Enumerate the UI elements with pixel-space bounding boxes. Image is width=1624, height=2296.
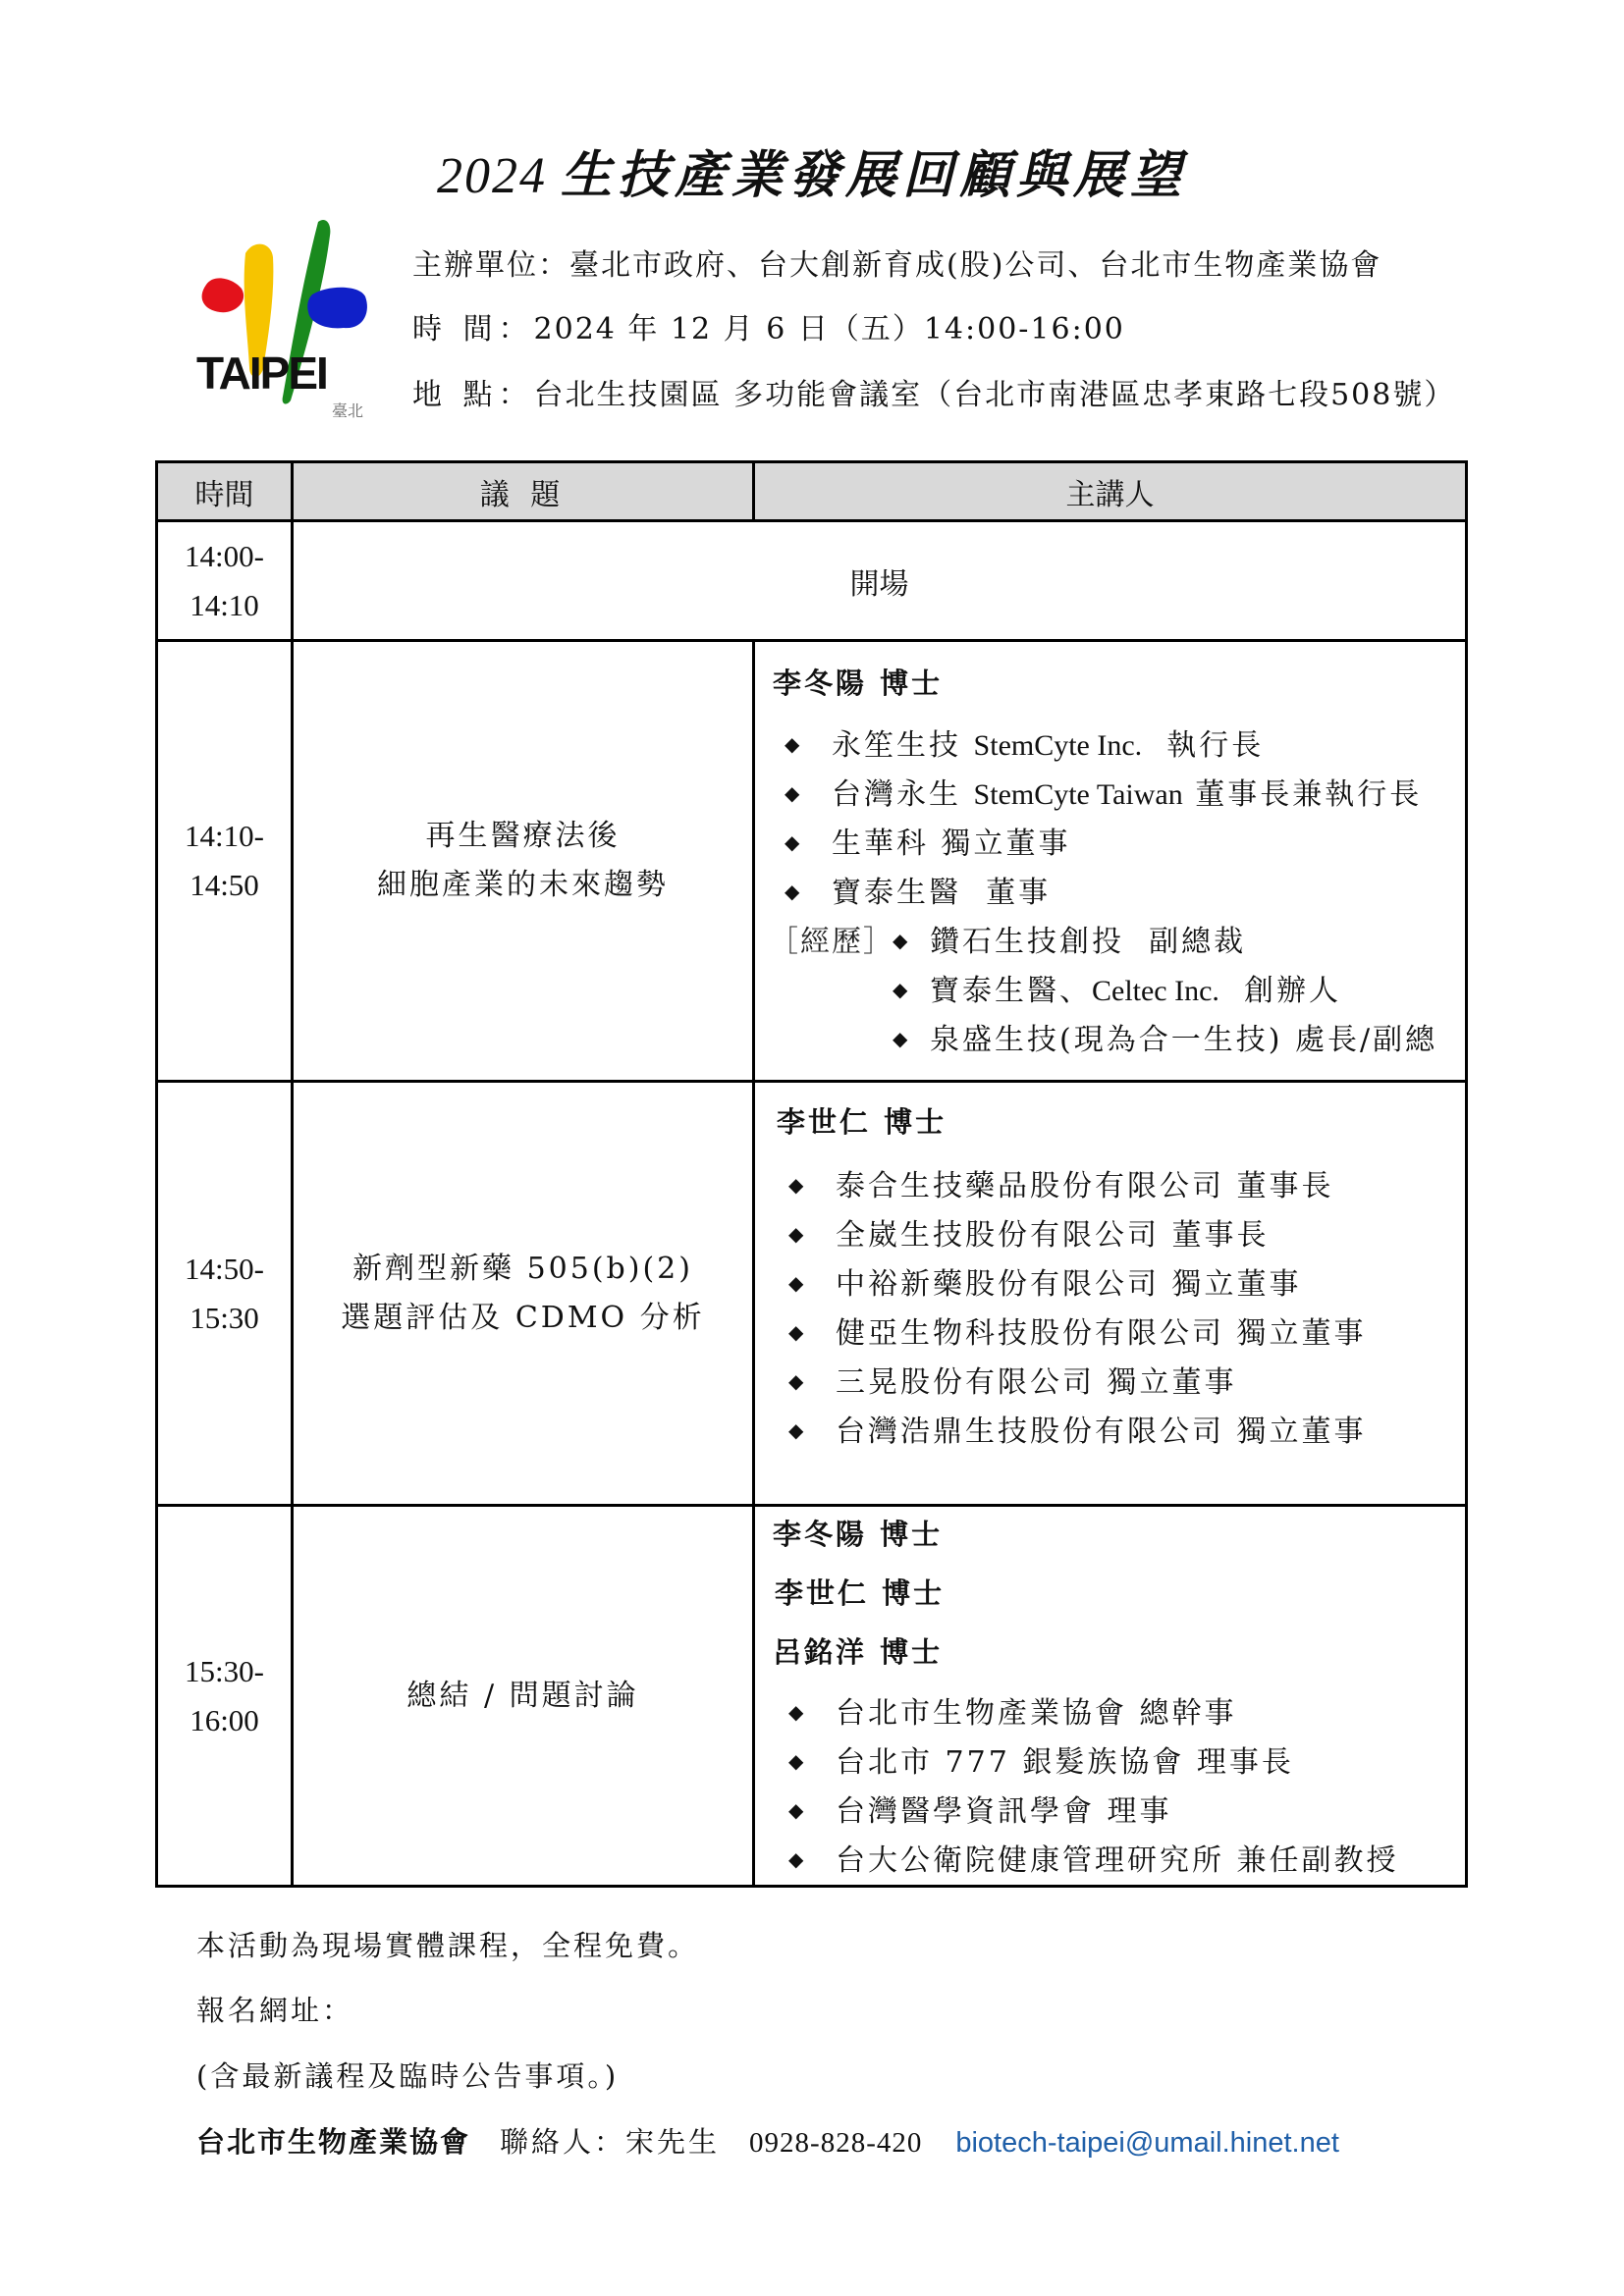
organization-name: 台北市生物產業協會 <box>196 2125 471 2159</box>
row1-time-end: 14:10 <box>189 587 259 622</box>
speaker-credential: ◆ 台大公衛院健康管理研究所 兼任副教授 <box>788 1843 1399 1878</box>
organizer-value: 臺北市政府、台大創新育成(股)公司、台北市生物產業協會 <box>569 248 1382 283</box>
diamond-bullet-icon: ◆ <box>893 978 911 1001</box>
row2-topic-line1: 再生醫療法後 <box>425 819 621 853</box>
row2-topic-line2: 細胞產業的未來趨勢 <box>377 868 669 902</box>
time-value: 2024 年 12 月 6 日（五）14:00-16:00 <box>533 312 1125 347</box>
registration-note: (含最新議程及臨時公告事項。) <box>196 2059 620 2093</box>
speaker-credential: ◆ 寶泰生醫 董事 <box>785 876 1052 910</box>
row3-time <box>158 1083 291 1504</box>
row2-topic <box>294 642 752 1080</box>
organizer-label: 主辦單位： <box>412 248 569 283</box>
table-border-right <box>1465 460 1468 1888</box>
row3-time-end: 15:30 <box>189 1300 259 1335</box>
svg-text:TAIPEI: TAIPEI <box>196 347 327 399</box>
speaker-credential: ◆ 永笙生技 StemCyte Inc. 執行長 <box>785 728 1265 763</box>
speaker-credential: ◆ 台灣永生 StemCyte Taiwan 董事長兼執行長 <box>785 777 1423 812</box>
speaker-name: 李冬陽 博士 <box>773 1518 944 1551</box>
speaker-name: 呂銘洋 博士 <box>773 1635 944 1669</box>
title-text: 生技產業發展回顧與展望 <box>560 145 1187 205</box>
diamond-bullet-icon: ◆ <box>788 1798 807 1822</box>
diamond-bullet-icon: ◆ <box>785 880 803 903</box>
diamond-bullet-icon: ◆ <box>785 781 803 805</box>
diamond-bullet-icon: ◆ <box>788 1222 807 1246</box>
time-label: 時 間： <box>412 312 534 347</box>
speaker-credential: ◆ 台灣浩鼎生技股份有限公司 獨立董事 <box>788 1415 1367 1449</box>
row1-time <box>158 522 291 639</box>
diamond-bullet-icon: ◆ <box>788 1847 807 1871</box>
row1-time-start: 14:00- <box>185 538 264 573</box>
header-time: 時間 <box>194 477 254 512</box>
speaker-credential: ◆ 三晃股份有限公司 獨立董事 <box>788 1365 1237 1400</box>
row4-time <box>158 1507 291 1885</box>
diamond-bullet-icon: ◆ <box>788 1418 807 1442</box>
speaker-credential: ◆ 台灣醫學資訊學會 理事 <box>788 1794 1172 1829</box>
row3-topic <box>294 1083 752 1504</box>
speaker-credential: ◆ 健亞生物科技股份有限公司 獨立董事 <box>788 1316 1367 1351</box>
row4-time-start: 15:30- <box>185 1653 264 1688</box>
document-title <box>0 133 1624 207</box>
email-link[interactable]: biotech-taipei@umail.hinet.net <box>955 2127 1339 2159</box>
diamond-bullet-icon: ◆ <box>788 1369 807 1393</box>
row4-speaker <box>755 1507 1465 1885</box>
diamond-bullet-icon: ◆ <box>893 1027 911 1050</box>
diamond-bullet-icon: ◆ <box>785 830 803 854</box>
location-line <box>412 370 1455 413</box>
contact-line <box>196 2120 1339 2161</box>
diamond-bullet-icon: ◆ <box>788 1700 807 1724</box>
history-label: ［經歷］ <box>769 925 894 959</box>
agenda-table <box>155 460 1468 1888</box>
row1-opening: 開場 <box>849 566 909 602</box>
speaker-name: 李世仁 博士 <box>775 1576 946 1610</box>
diamond-bullet-icon: ◆ <box>788 1749 807 1773</box>
header-speaker: 主講人 <box>1065 477 1155 512</box>
header-topic: 議 題 <box>479 477 567 512</box>
row3-topic-line2: 選題評估及 CDMO 分析 <box>341 1300 705 1335</box>
speaker-history: ◆ 寶泰生醫、Celtec Inc. 創辦人 <box>893 974 1342 1008</box>
title-year: 2024 <box>436 148 547 204</box>
speaker-credential: ◆ 台北市 777 銀髮族協會 理事長 <box>788 1745 1294 1780</box>
row3-topic-line1: 新劑型新藥 505(b)(2) <box>352 1251 693 1286</box>
diamond-bullet-icon: ◆ <box>893 929 911 952</box>
location-label: 地 點： <box>412 378 534 412</box>
speaker-history: ◆ 鑽石生技創投 副總裁 <box>893 925 1247 959</box>
taipei-logo <box>194 214 375 420</box>
diamond-bullet-icon: ◆ <box>785 732 803 756</box>
speaker-credential: ◆ 泰合生技藥品股份有限公司 董事長 <box>788 1169 1334 1203</box>
row2-time <box>158 642 291 1080</box>
row3-speaker <box>755 1083 1465 1504</box>
diamond-bullet-icon: ◆ <box>788 1271 807 1295</box>
time-line <box>412 304 1125 347</box>
taipei-logo-icon <box>194 214 375 420</box>
phone-number: 0928-828-420 <box>749 2127 923 2159</box>
row2-time-end: 14:50 <box>189 868 259 902</box>
speaker-history: ◆ 泉盛生技(現為合一生技) 處長/副總 <box>893 1023 1438 1057</box>
organizer-line <box>412 240 1381 284</box>
table-border-bottom <box>155 1885 1468 1888</box>
location-value: 台北生技園區 多功能會議室（台北市南港區忠孝東路七段508號） <box>533 378 1456 412</box>
registration-label: 報名網址： <box>196 1994 354 2027</box>
speaker-credential: ◆ 生華科 獨立董事 <box>785 827 1071 861</box>
speaker-credential: ◆ 台北市生物產業協會 總幹事 <box>788 1696 1237 1731</box>
speaker-credential: ◆ 中裕新藥股份有限公司 獨立董事 <box>788 1267 1302 1302</box>
speaker-name: 李世仁 博士 <box>777 1105 947 1139</box>
row4-time-end: 16:00 <box>189 1702 259 1737</box>
row2-time-start: 14:10- <box>185 819 264 853</box>
contact-person: 聯絡人：宋先生 <box>500 2125 721 2159</box>
row4-topic: 總結 / 問題討論 <box>406 1678 639 1713</box>
speaker-credential: ◆ 全崴生技股份有限公司 董事長 <box>788 1218 1270 1253</box>
row3-time-start: 14:50- <box>185 1251 264 1286</box>
free-event-note: 本活動為現場實體課程，全程免費。 <box>196 1929 700 1962</box>
diamond-bullet-icon: ◆ <box>788 1320 807 1344</box>
speaker-name: 李冬陽 博士 <box>773 667 944 700</box>
svg-text:臺北: 臺北 <box>332 401 364 420</box>
row2-speaker <box>755 642 1465 1080</box>
diamond-bullet-icon: ◆ <box>788 1173 807 1197</box>
